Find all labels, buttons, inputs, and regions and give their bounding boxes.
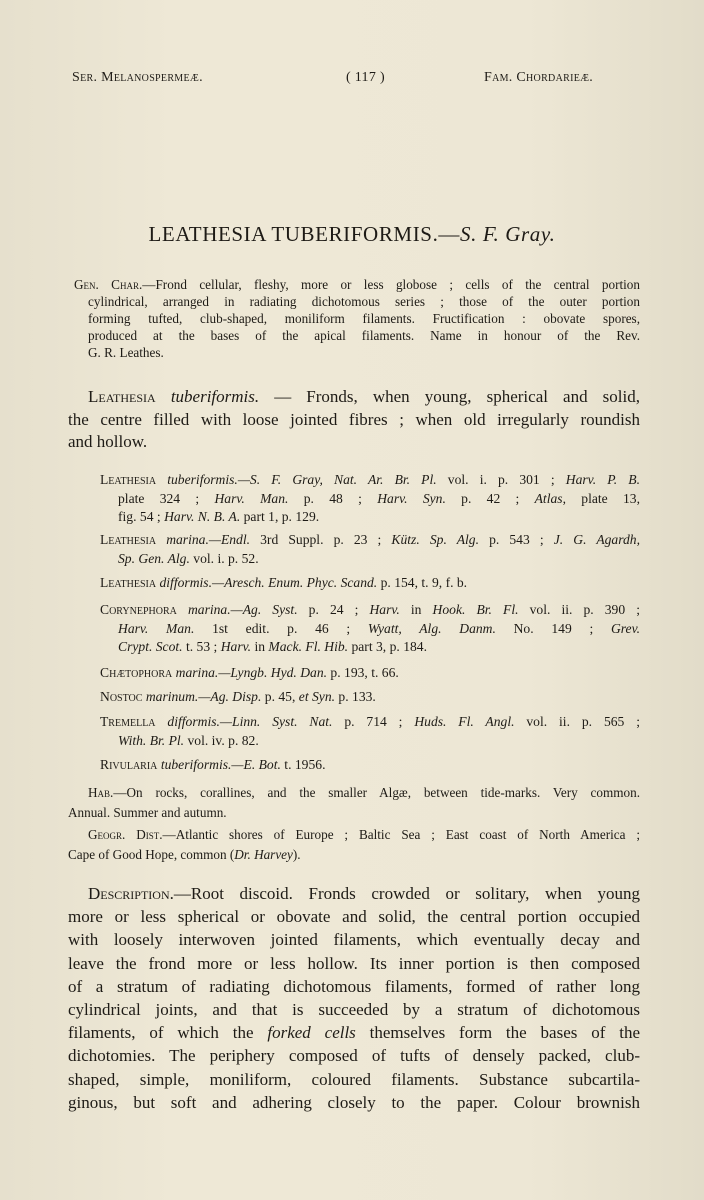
synonym-entry <box>100 713 640 750</box>
gen-char-line: —Frond cellular, fleshy, more or less globose ; cells of the central portion <box>142 277 640 292</box>
synonym-line <box>100 713 640 732</box>
description-line: filaments, of which the forked cells themselves form the bases of the <box>68 1023 640 1043</box>
description-line: more or less spherical or obovate and solid, the central portion occupied <box>68 907 640 927</box>
description <box>68 882 640 1114</box>
synonym-text: marina.—Endl. 3rd Suppl. p. 23 ; Kütz. Sp. Alg. p. 543 ; J. G. Agardh, <box>166 532 640 547</box>
synonym-text: difformis.—Linn. Syst. Nat. p. 714 ; Huds. Fl. Angl. vol. ii. p. 565 ; <box>167 714 640 729</box>
habitat-line: —On rocks, corallines, and the smaller Algæ, between tide-marks. Very common. <box>113 785 640 800</box>
page-number: ( 117 ) <box>346 70 385 85</box>
synonym-genus: Nostoc <box>100 689 143 704</box>
synonym-text: tuberiformis.—S. F. Gray, Nat. Ar. Br. Pl. vol. i. p. 301 ; Harv. P. B. <box>167 472 641 487</box>
title-author: S. F. Gray. <box>460 222 556 246</box>
species-line: — Fronds, when young, spherical and solid, <box>259 387 640 406</box>
synonym-line <box>100 732 640 751</box>
synonym-entry <box>100 664 640 683</box>
synonym-entry <box>100 601 640 657</box>
synonym-genus: Leathesia <box>100 472 157 487</box>
species-genus: Leathesia <box>88 387 156 406</box>
synonym-genus: Rivularia <box>100 757 158 772</box>
synonym-text: difformis.—Aresch. Enum. Phyc. Scand. p. 154, t. 9, f. b. <box>159 575 468 590</box>
synonym-line <box>100 638 640 657</box>
synonym-line <box>100 471 640 490</box>
synonym-text: tuberiformis.—E. Bot. t. 1956. <box>160 757 326 772</box>
distribution-label: Geogr. Dist. <box>88 827 163 842</box>
synonym-line <box>100 531 640 550</box>
generic-character <box>74 276 640 361</box>
species-diagnosis <box>68 386 640 454</box>
gen-char-line: forming tufted, club-shaped, moniliform filaments. Fructification : obovate spores, <box>88 311 640 326</box>
synonym-line <box>100 508 640 527</box>
synonym-line <box>100 601 640 620</box>
synonym-text: With. Br. Pl. vol. iv. p. 82. <box>118 732 259 748</box>
synonym-text: marina.—Ag. Syst. p. 24 ; Harv. in Hook. Br. Fl. vol. ii. p. 390 ; <box>187 602 640 617</box>
description-line: dichotomies. The periphery composed of tufts of densely packed, club- <box>68 1046 640 1066</box>
geographic-distribution <box>68 825 640 864</box>
synonym-genus: Chætophora <box>100 665 173 680</box>
synonym-text: Crypt. Scot. t. 53 ; Harv. in Mack. Fl. Hib. part 3, p. 184. <box>118 639 427 654</box>
synonym-entry <box>100 574 640 593</box>
synonym-line <box>100 756 640 775</box>
synonym-line <box>100 620 640 639</box>
synonym-text: plate 324 ; Harv. Man. p. 48 ; Harv. Syn. p. 42 ; Atlas, plate 13, <box>118 490 640 506</box>
description-line: with loosely interwoven jointed filaments, which eventually decay and <box>68 930 640 950</box>
synonym-line <box>100 574 640 593</box>
synonym-entry <box>100 471 640 527</box>
synonym-line <box>100 550 640 569</box>
distribution-line: —Atlantic shores of Europe ; Baltic Sea ; East coast of North America ; <box>162 827 640 842</box>
description-label: Description. <box>88 884 174 903</box>
synonym-genus: Leathesia <box>100 532 157 547</box>
species-line: the centre filled with loose jointed fibres ; when old irregularly roundish <box>68 409 640 429</box>
description-line: ginous, but soft and adhering closely to the paper. Colour brownish <box>68 1092 640 1112</box>
description-line: shaped, simple, moniliform, coloured filaments. Substance subcartila- <box>68 1069 640 1089</box>
distribution-line: Cape of Good Hope, common (Dr. Harvey). <box>68 846 301 862</box>
species-line: and hollow. <box>68 432 148 451</box>
gen-char-label: Gen. Char. <box>74 277 143 292</box>
synonym-text: fig. 54 ; Harv. N. B. A. part 1, p. 129. <box>118 509 320 524</box>
gen-char-line: cylindrical, arranged in radiating dichotomous series ; those of the outer portion <box>88 294 640 309</box>
description-line: leave the frond more or less hollow. Its inner portion is then composed <box>68 953 640 973</box>
synonym-genus: Corynephora <box>100 602 177 617</box>
description-line: of a stratum of radiating dichotomous filaments, formed of rather long <box>68 976 640 996</box>
synonym-entry <box>100 756 640 775</box>
synonym-text: Harv. Man. 1st edit. p. 46 ; Wyatt, Alg. Danm. No. 149 ; Grev. <box>118 620 641 636</box>
title-name: LEATHESIA TUBERIFORMIS.— <box>148 222 461 246</box>
species-epithet: tuberiformis. <box>170 387 260 406</box>
synonym-line <box>100 664 640 683</box>
running-header-family: Fam. Chordarieæ. <box>484 70 594 85</box>
synonym-text: Sp. Gen. Alg. vol. i. p. 52. <box>118 550 259 566</box>
synonym-genus: Tremella <box>100 714 156 729</box>
synonym-entry <box>100 688 640 707</box>
gen-char-line: produced at the bases of the apical filaments. Name in honour of the Rev. <box>88 328 640 343</box>
habitat-line: Annual. Summer and autumn. <box>68 804 227 820</box>
synonym-text: marinum.—Ag. Disp. p. 45, et Syn. p. 133. <box>145 689 376 704</box>
synonym-entry <box>100 531 640 568</box>
description-line: cylindrical joints, and that is succeeded by a stratum of dichotomous <box>68 1000 640 1020</box>
gen-char-line: G. R. Leathes. <box>88 345 164 360</box>
synonym-line <box>100 688 640 707</box>
synonym-genus: Leathesia <box>100 575 157 590</box>
habitat <box>68 783 640 822</box>
description-line: —Root discoid. Fronds crowded or solitary, when young <box>173 884 640 903</box>
running-header-series: Ser. Melanospermeæ. <box>72 70 203 85</box>
habitat-label: Hab. <box>88 785 114 800</box>
synonym-text: marina.—Lyngb. Hyd. Dan. p. 193, t. 66. <box>175 665 399 680</box>
synonym-line <box>100 490 640 509</box>
species-title <box>0 222 704 247</box>
